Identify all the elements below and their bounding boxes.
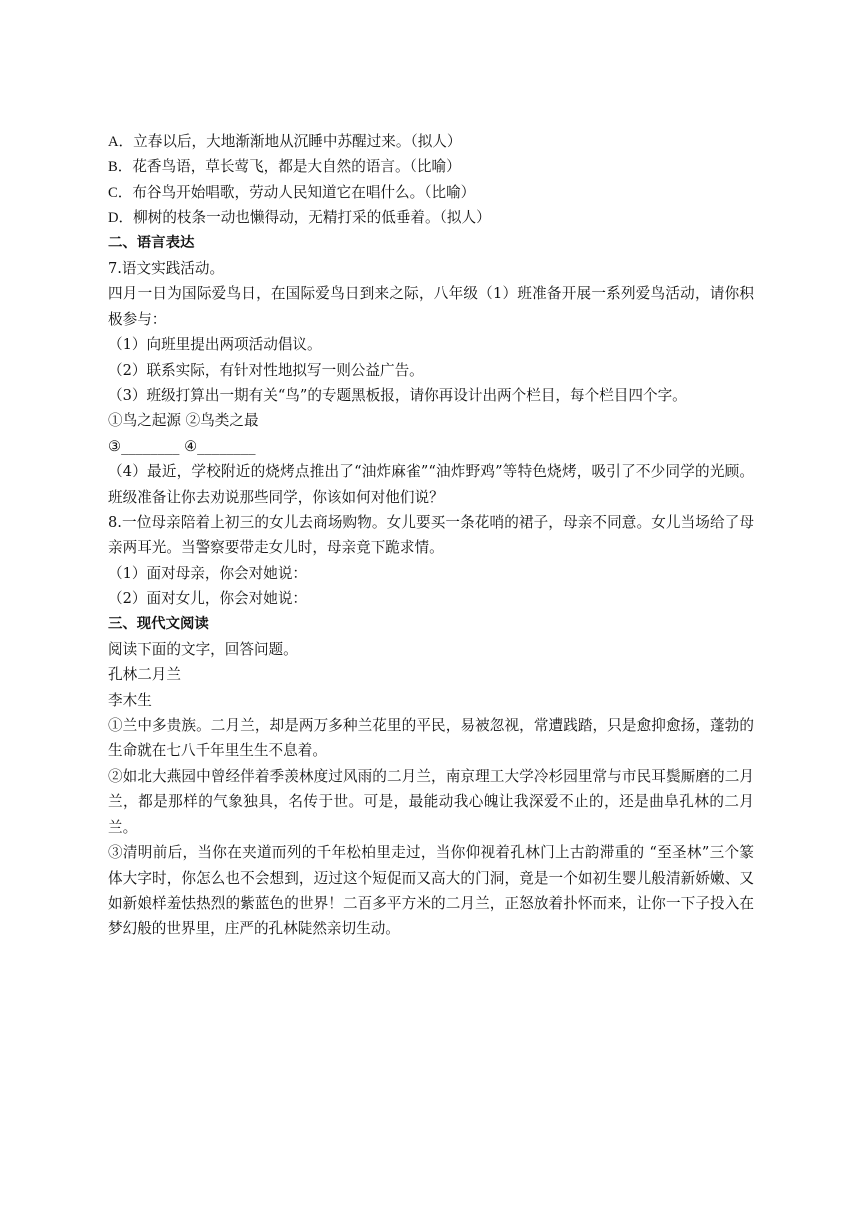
option-a — [108, 129, 754, 154]
article-paragraph-1: ①兰中多贵族。二月兰，却是两万多种兰花里的平民，易被忽视，常遭践踏，只是愈抑愈扬，蓬勃的生命就在七八千年里生生不息着。 — [108, 717, 754, 760]
question-7-intro: 四月一日为国际爱鸟日，在国际爱鸟日到来之际，八年级（1）班准备开展一系列爱鸟活动，请你积极参与： — [108, 285, 754, 328]
reading-instruction: 阅读下面的文字，回答问题。 — [108, 640, 298, 658]
question-7-item-1: （1）向班里提出两项活动倡议。 — [108, 336, 322, 354]
option-b-key: B． — [108, 159, 133, 176]
question-7-item-2: （2）联系实际，有针对性地拟写一则公益广告。 — [108, 361, 424, 379]
question-8-item-1: （1）面对母亲，你会对她说： — [108, 564, 308, 582]
option-c-key: C． — [108, 184, 133, 201]
article-paragraph-2: ②如北大燕园中曾经伴着季羡林度过风雨的二月兰，南京理工大学冷杉园里常与市民耳鬓厮磨的二月兰，都是那样的气象独具，名传于世。可是，最能动我心魄让我深爱不止的，还是曲阜孔林的二月兰。 — [108, 767, 754, 836]
article-author: 李木生 — [108, 691, 152, 709]
option-d — [108, 205, 754, 230]
option-b-text: 花香鸟语，草长莺飞，都是大自然的语言。（比喻） — [132, 158, 461, 176]
question-7-blanks: ③________ ④________ — [108, 437, 256, 455]
section-heading-language-expression: 二、语言表达 — [108, 234, 195, 251]
question-7-item-3: （3）班级打算出一期有关“鸟”的专题黑板报，请你再设计出两个栏目，每个栏目四个字。 — [108, 386, 687, 404]
question-7-title: 7.语文实践活动。 — [108, 259, 225, 277]
question-7-item-4: （4）最近，学校附近的烧烤点推出了“油炸麻雀”“油炸野鸡”等特色烧烤，吸引了不少同学的光顾。班级准备让你去劝说那些同学，你该如何对他们说？ — [108, 463, 754, 506]
question-8-item-2: （2）面对女儿，你会对她说： — [108, 590, 308, 608]
section-heading-modern-reading: 三、现代文阅读 — [108, 615, 209, 632]
option-a-text: 立春以后，大地渐渐地从沉睡中苏醒过来。（拟人） — [133, 133, 462, 150]
option-d-text: 柳树的枝条一动也懒得动，无精打采的低垂着。（拟人） — [133, 209, 491, 227]
article-title: 孔林二月兰 — [108, 666, 181, 684]
article-paragraph-3: ③清明前后，当你在夹道而列的千年松柏里走过，当你仰视着孔林门上古韵滞重的 “至圣林”三个篆体大字时，你怎么也不会想到，迈过这个短促而又高大的门洞，竟是一个如初生婴儿般清新娇嫩、又如新娘样羞怯热烈的紫蓝色的世界！二百多平方米的二月兰，正怒放着扑怀而来，让你一下子投入在梦幻般的世界里，庄严的孔林陡然亲切生动。 — [108, 844, 754, 938]
question-7-columns: ①鸟之起源 ②鸟类之最 — [108, 412, 259, 430]
option-c — [108, 180, 754, 205]
option-c-text: 布谷鸟开始唱歌，劳动人民知道它在唱什么。（比喻） — [132, 183, 476, 201]
option-d-key: D． — [108, 210, 134, 227]
option-b — [108, 154, 754, 179]
option-a-key: A． — [108, 134, 134, 150]
page-content — [108, 129, 754, 942]
question-8-text: 8.一位母亲陪着上初三的女儿去商场购物。女儿要买一条花哨的裙子，母亲不同意。女儿当场给了母亲两耳光。当警察要带走女儿时，母亲竟下跪求情。 — [108, 513, 754, 557]
